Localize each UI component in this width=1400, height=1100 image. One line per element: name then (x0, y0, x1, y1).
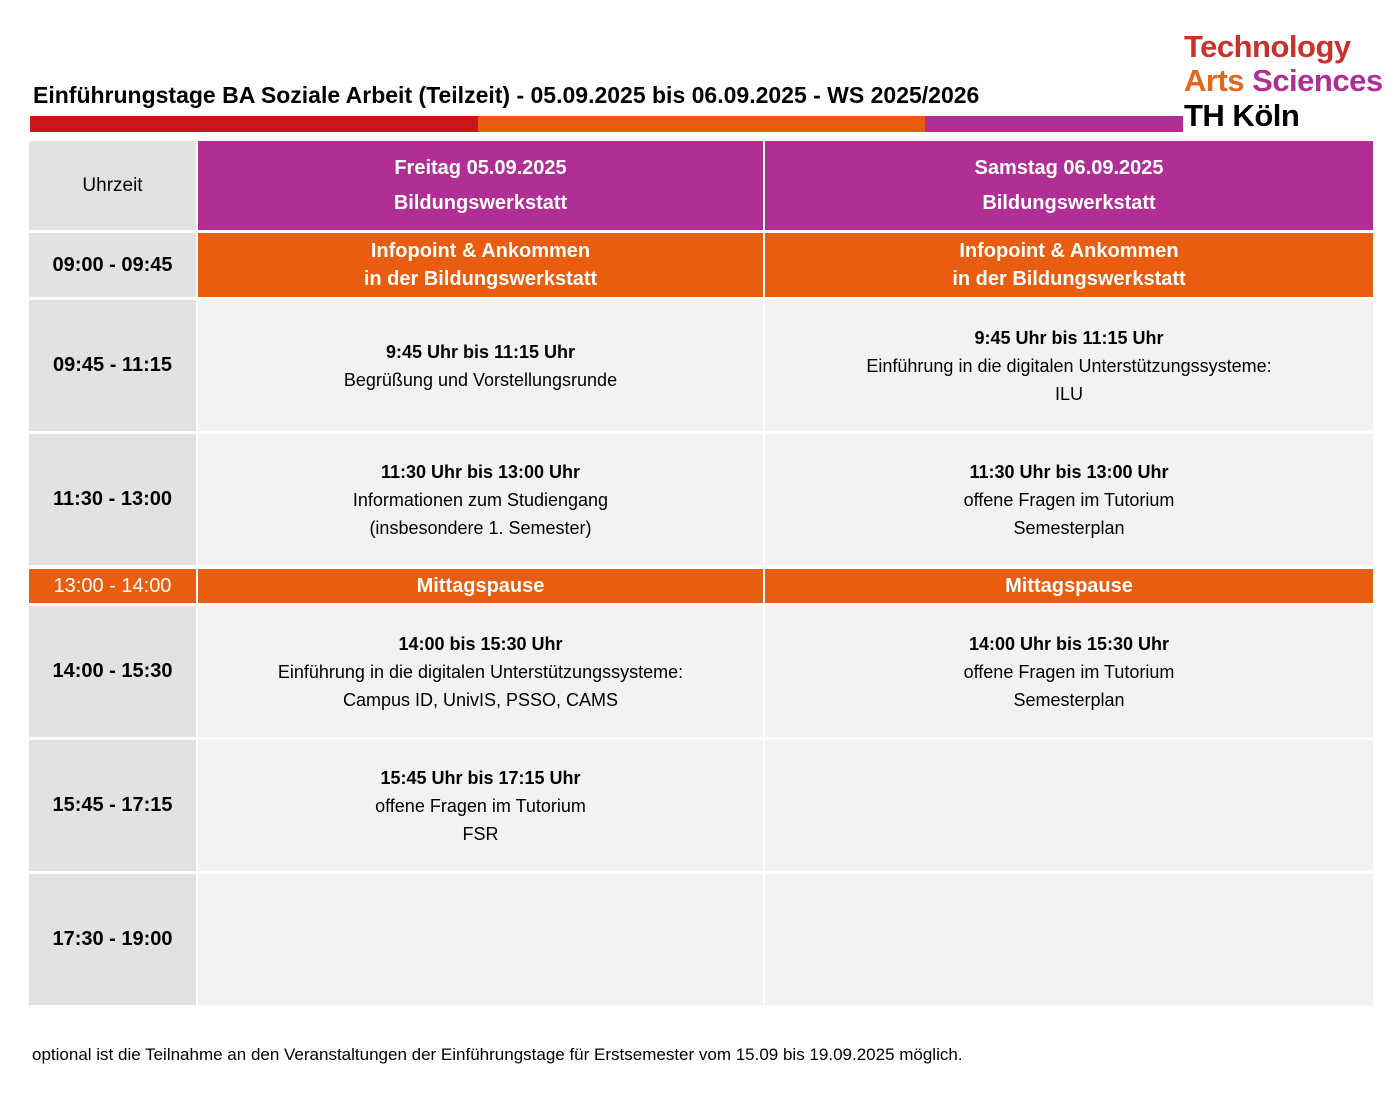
event-line: Begrüßung und Vorstellungsrunde (343, 369, 618, 390)
day2-event (765, 606, 1373, 737)
time-label: 17:30 - 19:00 (52, 928, 173, 950)
time-slot (29, 606, 196, 737)
day2-event (765, 434, 1373, 565)
day1-empty-slot (198, 874, 763, 1005)
logo-arts: Arts (1184, 63, 1245, 98)
event-time: 14:00 Uhr bis 15:30 Uhr (968, 633, 1170, 654)
event-line: Semesterplan (1013, 689, 1125, 710)
time-header-label: Uhrzeit (82, 174, 143, 196)
event-line: Einführung in die digitalen Unterstützungssysteme: (277, 661, 684, 682)
event-line: offene Fragen im Tutorium (963, 489, 1175, 510)
event-line: Informationen zum Studiengang (352, 489, 609, 510)
time-slot (29, 300, 196, 431)
event-time: 15:45 Uhr bis 17:15 Uhr (380, 767, 581, 788)
day1-event (198, 740, 763, 871)
event-time: 9:45 Uhr bis 11:15 Uhr (385, 341, 576, 362)
event-line: offene Fragen im Tutorium (375, 795, 586, 816)
day2-lunch (765, 569, 1373, 603)
stripe-orange (478, 116, 925, 132)
time-label: 09:45 - 11:15 (53, 354, 172, 376)
time-slot (29, 434, 196, 565)
event-line: Einführung in die digitalen Unterstützungssysteme: (866, 355, 1272, 376)
event-line: Semesterplan (1013, 517, 1125, 538)
page-title: Einführungstage BA Soziale Arbeit (Teilzeit) - 05.09.2025 bis 06.09.2025 - WS 2025/2026 (33, 82, 980, 108)
time-label: 15:45 - 17:15 (52, 794, 173, 816)
event-time: 14:00 bis 15:30 Uhr (398, 633, 563, 654)
event-line: offene Fragen im Tutorium (963, 661, 1175, 682)
day2-date: Samstag 06.09.2025 (974, 156, 1164, 179)
event-line: Mittagspause (1005, 575, 1133, 597)
event-time: 11:30 Uhr bis 13:00 Uhr (969, 461, 1169, 482)
event-line: ILU (1054, 383, 1083, 404)
logo-th-koeln: TH Köln (1184, 98, 1300, 133)
stripe-red (30, 116, 478, 132)
time-label: 14:00 - 15:30 (52, 660, 173, 682)
time-label: 13:00 - 14:00 (53, 575, 172, 597)
event-time: 11:30 Uhr bis 13:00 Uhr (380, 461, 581, 482)
event-time: 9:45 Uhr bis 11:15 Uhr (974, 327, 1164, 348)
event-line: FSR (462, 823, 499, 844)
logo-technology: Technology (1184, 29, 1351, 64)
event-line: in der Bildungswerkstatt (952, 268, 1186, 290)
time-label: 11:30 - 13:00 (53, 488, 172, 510)
event-line: Campus ID, UnivIS, PSSO, CAMS (342, 689, 619, 710)
time-slot (29, 233, 196, 297)
day1-event (198, 434, 763, 565)
day2-empty-slot (765, 874, 1373, 1005)
day1-place: Bildungswerkstatt (393, 191, 568, 214)
day2-infopoint (765, 233, 1373, 297)
day1-header (198, 141, 763, 230)
day1-event (198, 300, 763, 431)
th-koeln-logo (1184, 30, 1383, 134)
day1-event (198, 606, 763, 737)
time-slot (29, 874, 196, 1005)
footnote: optional ist die Teilnahme an den Veranstaltungen der Einführungstage für Erstsemester vom 15.09 bis 19.09.2025 möglich. (32, 1045, 963, 1064)
event-line: Infopoint & Ankommen (370, 240, 591, 262)
event-line: (insbesondere 1. Semester) (369, 517, 592, 538)
event-line: Infopoint & Ankommen (959, 240, 1179, 262)
day1-lunch (198, 569, 763, 603)
day2-event (765, 300, 1373, 431)
time-slot-lunch (29, 569, 196, 603)
event-line: Mittagspause (416, 575, 545, 597)
time-label: 09:00 - 09:45 (52, 253, 173, 276)
time-column-header (29, 141, 196, 230)
day2-empty-slot (765, 740, 1373, 871)
logo-arts-sciences (1184, 64, 1383, 98)
day2-place: Bildungswerkstatt (982, 191, 1156, 214)
stripe-magenta (925, 116, 1183, 132)
day1-date: Freitag 05.09.2025 (394, 156, 567, 179)
time-slot (29, 740, 196, 871)
event-line: in der Bildungswerkstatt (363, 268, 598, 290)
day2-header (765, 141, 1373, 230)
logo-sciences: Sciences (1252, 63, 1383, 98)
day1-infopoint (198, 233, 763, 297)
